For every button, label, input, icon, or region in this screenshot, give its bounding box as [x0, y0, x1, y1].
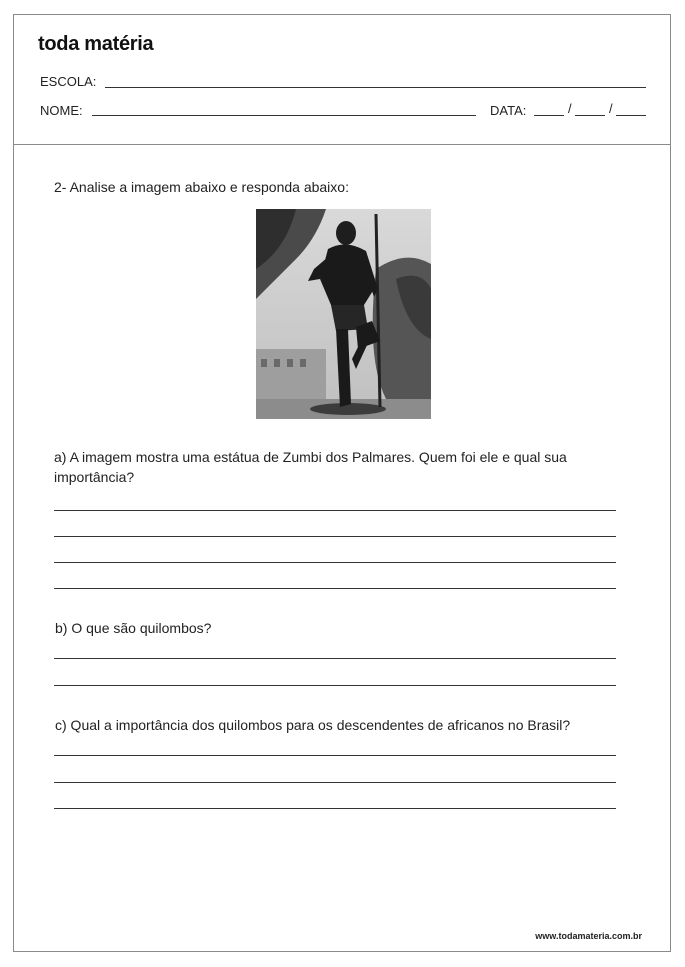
name-line[interactable] [92, 115, 476, 116]
answer-line[interactable] [54, 536, 616, 537]
answer-line[interactable] [54, 588, 616, 589]
school-line[interactable] [105, 87, 646, 88]
date-separator: / [609, 101, 613, 116]
question-b: b) O que são quilombos? [55, 620, 212, 636]
question-a: a) A imagem mostra uma estátua de Zumbi dos Palmares. Quem foi ele e qual sua importância? [54, 449, 567, 485]
answer-line[interactable] [54, 510, 616, 511]
zumbi-statue-photo [256, 209, 431, 419]
question-c: c) Qual a importância dos quilombos para os descendentes de africanos no Brasil? [55, 717, 571, 733]
intro-instruction: 2- Analise a imagem abaixo e responda abaixo: [54, 179, 349, 195]
answer-line[interactable] [54, 782, 616, 783]
answer-line[interactable] [54, 562, 616, 563]
answer-line[interactable] [54, 685, 616, 686]
brand-logo: toda matéria [38, 33, 154, 55]
answer-line[interactable] [54, 658, 616, 659]
worksheet-page [13, 14, 671, 952]
date-month-line[interactable] [575, 115, 605, 116]
date-label: DATA: [490, 103, 527, 118]
worksheet-header [14, 15, 670, 145]
answer-line[interactable] [54, 755, 616, 756]
footer-website: www.todamateria.com.br [535, 931, 642, 941]
date-year-line[interactable] [616, 115, 646, 116]
name-label: NOME: [40, 103, 83, 118]
date-day-line[interactable] [534, 115, 564, 116]
answer-line[interactable] [54, 808, 616, 809]
date-separator: / [568, 101, 572, 116]
school-label: ESCOLA: [40, 74, 97, 89]
